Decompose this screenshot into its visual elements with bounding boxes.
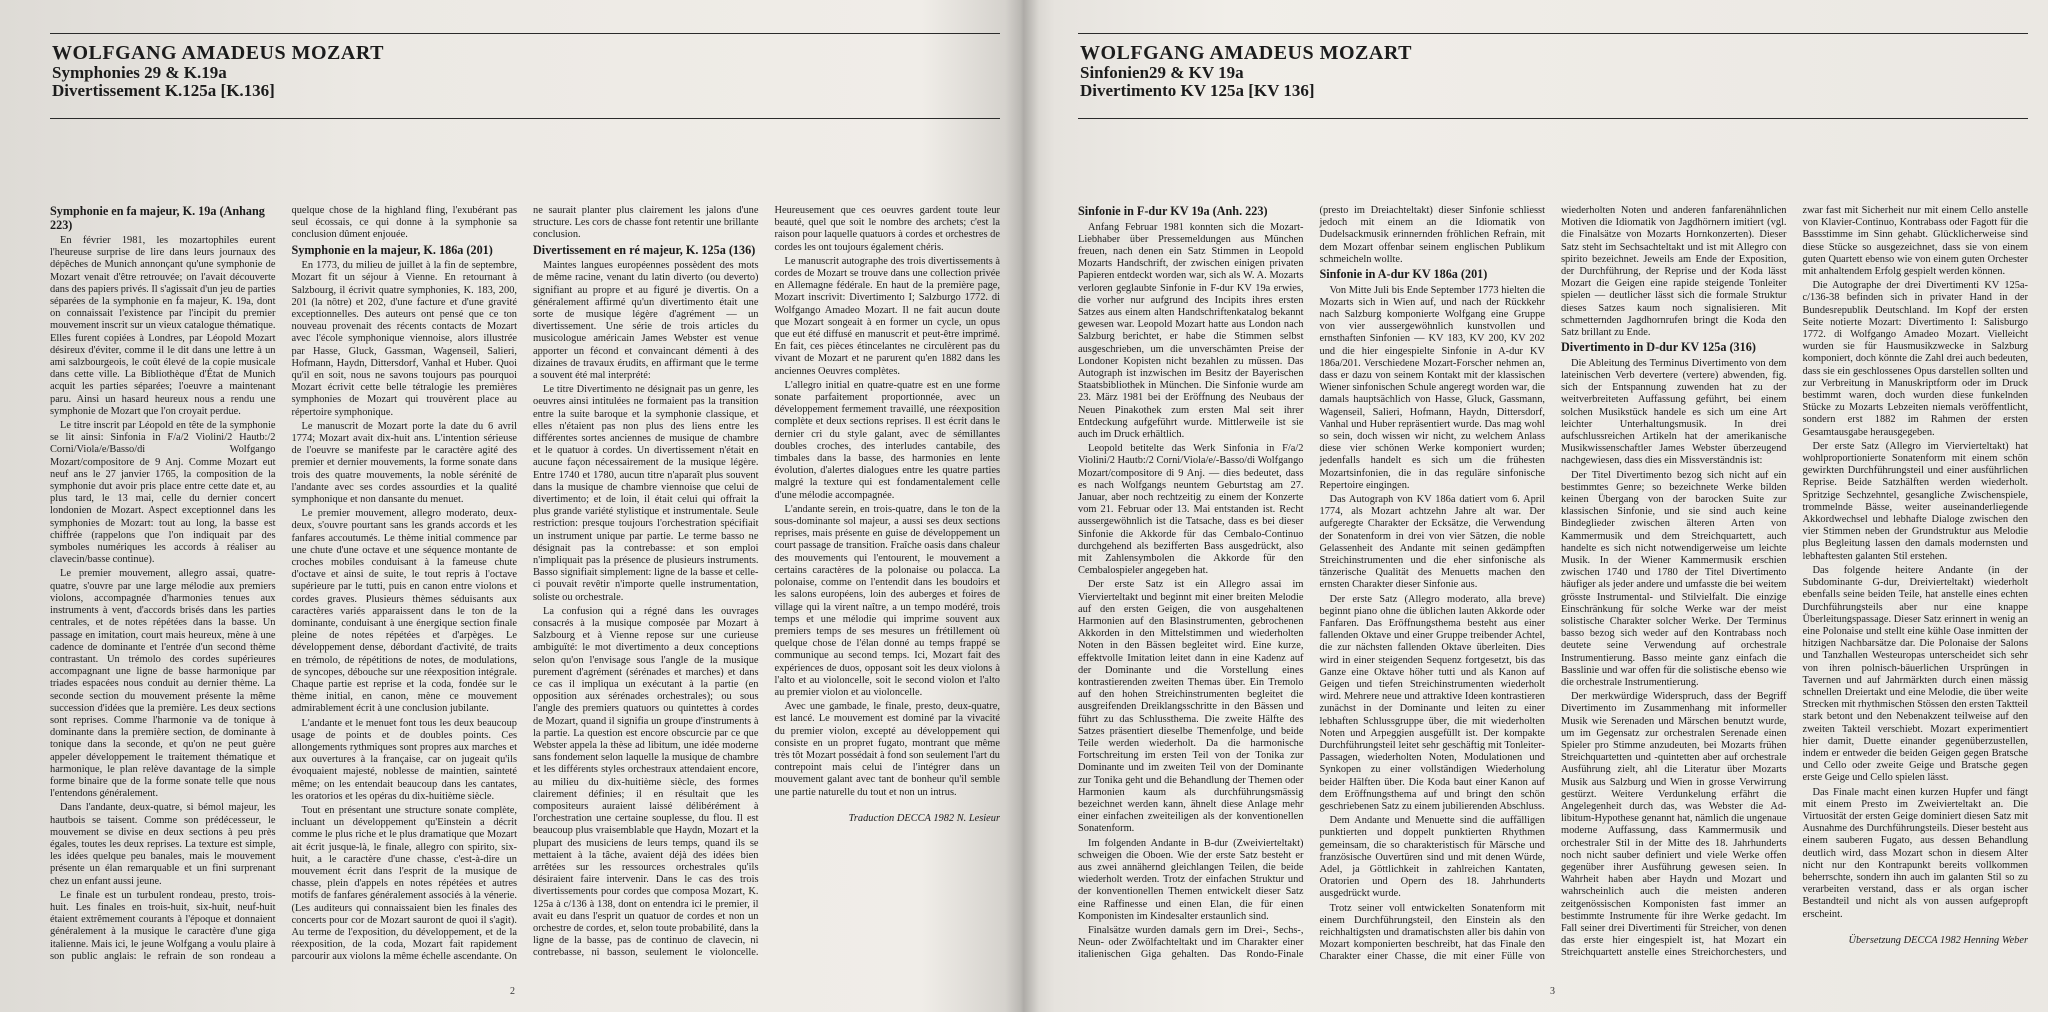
title-line-1: Sinfonien29 & KV 19a (1080, 63, 1244, 82)
left-page (40, 0, 1000, 1012)
section-heading: Symphonie en la majeur, K. 186a (201) (291, 242, 493, 257)
body-paragraph: Le premier mouvement, allegro moderato, deux-deux, s'ouvre pourtant sans les grands accords et les fanfares accoutumés. Le thème initial commence par une chute d'une octave et une séquence montante de croches mobiles conduisant à la fameuse chute d'octave et ainsi de suite, le tout repris à l'octave supérieure par le tutti, puis en canon entre violons et cordes graves. Plusieurs thèmes séduisants aux caractères variés apparaissent dans le ton de la dominante, conduisant à une énergique section finale pleine de notes répétées et d'arpèges. Le développement dense, débordant d'activité, de traits en trémolo, de répétitions de notes, de modulations, de syncopes, débouche sur une réexposition intégrale. Chaque partie est reprise et la coda, fondée sur le thème initial, en canon, mène ce mouvement admirablement écrit à une conclusion jubilante. (291, 508, 517, 715)
body-paragraph: Der merkwürdige Widerspruch, dass der Begriff Divertimento im Zusammenhang mit informeller Musik wie Serenaden und Märschen benutzt wurde, um im Gegensatz zur orchestralen Serenade einen Spieler pro Stimme anzudeuten, bei Mozarts frühen Streichquartetten und -quintetten aber auf orchestrale Ausführung zielt, ahl die Literatur über Mozarts Musik aus Salzburg und Wien in grosse Verwirrung gestürzt. Weitere Verdunkelung erfährt die Angelegenheit durch das, was Webster die Ad-libitum-Hypothese genannt hat, nämlich die ungenaue moderne Auffassung, dass Kammermusik und orchestraler Stil in der Mitte des 18. Jahrhunderts noch nicht sauber definiert und viele Werke offen gegenüber ihrer Ausführung gewesen seien. In Wahrheit haben aber Haydn und Mozart und wahrscheinlich auch die meisten anderen zeitgenössischen Komponisten fast immer an bestimmte Instrumente für ihre Werke gedacht. Im Fall seiner drei Divertimenti für Streicher, von denen das erste hier eingespielt ist, hat Mozart ein Streichquartett anstelle eines Streichorchesters, und zwar fast mit Sicherheit nur mit einem Cello anstelle von Klavier-Continuo, Kontrabass oder Fagott für die Bassstimme im Sinn gehabt. Glücklicherweise sind diese Stücke so ausgezeichnet, dass sie von einem guten Quartett ebenso wie von einem guten Orchester mit anhaltendem Erfolg gespielt werden können. (1561, 205, 2028, 959)
translation-credit: Traduction DECCA 1982 N. Lesieur (848, 812, 1000, 824)
body-paragraph: Le finale est un turbulent rondeau, presto, trois-huit. Les finales en trois-huit, six-huit, neuf-huit étaient extrêmement courants à l'époque et donnaient généralement à la musique le caractère d'une giga italienne. Mais ici, le jeune Wolfgang a voulu plaire à son public anglais: le refrain de son rondeau a quelque chose de la highland fling, l'exubérant pas seul écossais, ce qui donne à la symphonie sa conclusion dûment enjouée. (50, 205, 517, 962)
title-line-1: Symphonies 29 & K.19a (52, 63, 227, 82)
page-number: 3 (1550, 986, 1555, 997)
section-heading: Sinfonie in A-dur KV 186a (201) (1319, 267, 1488, 282)
body-paragraph: Le premier mouvement, allegro assai, quatre-quatre, s'ouvre par une large mélodie aux premiers violons, accompagnée d'harmonies tenues aux instruments à vent, d'accords brisés dans les parties centrales, et de notes répétées dans la basse. Un passage en imitation, court mais heureux, mène à une cadence de dominante et l'entrée d'un second thème contrastant. Un trémolo des cordes supérieures accompagnant une ligne de basse harmonique par triades espacées nous conduit au dernier thème. La seconde section du mouvement présente la même succession d'idées que la première. Les deux sections sont reprises. Comme l'harmonie va de tonique à dominante dans la première section, de dominante à tonique dans la seconde, et qu'on ne peut guère appeler développement le traitement thématique et harmonique, le plan relève davantage de la simple forme binaire que de la forme sonate telle que nous l'entendons généralement. (50, 568, 276, 800)
body-paragraph: Finalsätze wurden damals gern im Drei-, Sechs-, Neun- oder Zwölfachteltakt und im Charakter einer italienischen Giga gehalten. Das Rondo-Finale (presto im Dreiachteltakt) dieser Sinfonie schliesst jedoch mit einem an die Idiomatik von Dudelsackmusik erinnernden fröhlichen Refrain, mit dem Mozart offenbar seinem englischen Publikum schmeicheln wollte. (1078, 205, 1545, 961)
body-paragraph: Der Titel Divertimento bezog sich nicht auf ein bestimmtes Genre; so bezeichnete Werke bilden keinen Übergang von der barocken Suite zur klassischen Sinfonie, und sie sind auch keine Bindeglieder zwischen älteren Arten von Kammermusik und dem Streichquartett, auch handelte es sich nicht notwendigerweise um leichte Musik. In der Wiener Kammermusik erschien zwischen 1740 und 1780 der Titel Divertimento häufiger als jeder andere und umfasste die bei weitem grösste Instrumental- und Stilvielfalt. Die einzige Einschränkung für solche Werke war der meist solistische Charakter solcher Werke. Der Terminus basso bezog sich weder auf den Kontrabass noch deutete seine Verwendung auf orchestrale Instrumentierung. Basso meinte ganz einfach die Basslinie und war offen für die solistische ebenso wie die orchestrale Instrumentierung. (1561, 469, 1787, 689)
body-paragraph: Das folgende heitere Andante (in der Subdominante G-dur, Dreivierteltakt) wiederholt ebenfalls seine beiden Teile, hat anstelle eines echten Durchführungsteils aber nur eine knappe Überleitungspassage. Dieser Satz erinnert in wenig an eine Polonaise und stellt eine kühle Oase inmitten der hitzigen Nachbarsätze dar. Die Polonaise der Salons und Tanzhallen Westeuropas unterscheidet sich sehr von ihren polnisch-bäuerlichen Ursprüngen in Tavernen und auf Jahrmärkten durch einen mässig schnellen Dreiertakt und eine Melodie, die über weite Strecken mit rhythmischen Stössen den ersten Taktteil stark betont und den Nebenakzent teilweise auf den zweiten Takteil verschiebt. Mozart experimentiert hier damit, Duette einander gegenüberzustellen, indem er entweder die beiden Geigen gegen Bratsche und Cello oder zweite Geige und Bratsche gegen erste Geige und Cello spielen lässt. (1802, 564, 2028, 784)
body-paragraph: Dem Andante und Menuette sind die auffälligen punktierten und doppelt punktierten Rhythmen gemeinsam, die so charakteristisch für Märsche und französische Ouvertüren sind und mit denen Würde, Adel, ja Göttlichkeit in zahlreichen Kantaten, Oratorien und Opern des 18. Jahrhunderts ausgedrückt wurde. (1319, 815, 1545, 900)
header-rule-top (1078, 33, 2028, 34)
body-paragraph: Das Autograph von KV 186a datiert vom 6. April 1774, als Mozart achtzehn Jahre alt war. Der aufgeregte Charakter der Ecksätze, die Verwendung der Sonatenform in drei von vier Sätzen, die noble Gelassenheit des Andante mit seinen gedämpften Streichinstrumenten und die eher sinfonische als tänzerische Qualität des Menuetts machen den ernsten Charakter dieser Sinfonie aus. (1319, 493, 1545, 591)
body-paragraph: En février 1981, les mozartophiles eurent l'heureuse surprise de lire dans leurs journaux des dépêches de Munich annonçant qu'une symphonie de Mozart venait d'être retrouvée; on l'avait découverte dans des papiers privés. Il s'agissait d'un jeu de parties séparées de la symphonie en fa majeur, K. 19a, dont on connaissait l'existence par l'incipit du premier mouvement inscrit sur un vieux catalogue thématique. Elles furent copiées à Londres, par Léopold Mozart désireux d'éviter, comme il le dit dans une lettre à un ami salzbourgeois, le coût élevé de la copie musicale dans cette ville. La Bibliothèque d'État de Munich acquit les parties séparées; l'oeuvre a maintenant paru. Ainsi un hasard heureux nous a rendu une symphonie de Mozart que l'on croyait perdue. (50, 235, 276, 417)
body-paragraph: Dans l'andante, deux-quatre, si bémol majeur, les hautbois se taisent. Comme son prédécesseur, le mouvement se divise en deux sections à peu près égales, toutes les deux reprises. La texture est simple, les idées quelque peu banales, mais le mouvement présente un élan remarquable et un fini surprenant chez un enfant aussi jeune. (50, 802, 276, 887)
body-paragraph: Von Mitte Juli bis Ende September 1773 hielten die Mozarts sich in Wien auf, und nach der Rückkehr nach Salzburg komponierte Wolfgang eine Gruppe von vier aussergewöhnlich kunstvollen und ernsthaften Sinfonien — KV 183, KV 200, KV 202 und die hier eingespielte Sinfonie in A-dur KV 186a/201. Verschiedene Mozart-Forscher nehmen an, dass er dazu von seinem Kontakt mit der klassischen Wiener sinfonischen Schule angeregt worden war, die damals hauptsächlich von Hasse, Gluck, Gassmann, Wagenseil, Salieri, Hofmann, Haydn, Dittersdorf, Vanhal und Huber repräsentiert wurde. Das mag wohl so sein, doch wissen wir nicht, zu welchem Anlass diese vier schönen Werke komponiert wurden; jedenfalls handelt es sich um die frühesten Mozartsinfonien, die in das reguläre sinfonische Repertoire eingingen. (1319, 284, 1545, 491)
body-paragraph: Der erste Satz (Allegro moderato, alla breve) beginnt piano ohne die üblichen lauten Akkorde oder Fanfaren. Das Eröffnungsthema besteht aus einer fallenden Oktave und einer Gruppe treibender Achtel, die zur nächsten fallenden Oktave überleiten. Dies wird in einer steigenden Sequenz fortgesetzt, bis das Ganze eine Oktave höher tutti und als Kanon auf Geigen und tiefen Streichinstrumenten wiederholt wird. Mehrere neue und attraktive Ideen kontrastieren zunächst in der Dominante und leiten zu einer lebhaften Schlussgruppe über, die mit wiederholten Noten und Arpeggien ausgefüllt ist. Der kompakte Durchführungsteil leitet sehr geschäftig mit Tonleiter-Passagen, wiederholten Noten, Modulationen und Synkopen zu einer vollständigen Wiederholung beider Hälften über. Die Koda baut einer Kanon auf dem Eröffnungsthema auf und bringt den schön geschriebenen Satz zu einem jubilierenden Abschluss. (1319, 593, 1545, 813)
translation-credit: Übersetzung DECCA 1982 Henning Weber (1848, 934, 2028, 946)
right-page (1068, 0, 2028, 1012)
body-paragraph: Die Ableitung des Terminus Divertimento von dem lateinischen Verb devertere (vertere) abwenden, fig. sich der Entspannung zuwenden hat zu der weitverbreiteten Auffassung geführt, bei einem solchen Musikstück handele es sich um eine Art leichter Unterhaltungsmusik. In drei aufschlussreichen Artikeln hat der amerikanische Musikwissenschaftler James Webster überzeugend nachgewiesen, dass dies ein Missverständnis ist: (1561, 357, 1787, 467)
body-paragraph: L'andante et le menuet font tous les deux beaucoup usage de points et de doubles points. Ces allongements rythmiques sont propres aux marches et aux ouvertures à la française, car on jugeait qu'ils évoquaient majesté, noblesse de maintien, sainteté même; on les entendait beaucoup dans les cantates, les oratorios et les opéras du dix-huitième siècle. (291, 717, 517, 802)
body-paragraph: L'andante serein, en trois-quatre, dans le ton de la sous-dominante sol majeur, a aussi ses deux sections reprises, mais présente en guise de développement un court passage de transition. Fraîche oasis dans chaleur des mouvements qui l'entourent, le mouvement a certains caractères de la polonaise ou polacca. La polonaise, comme on l'entendit dans les boudoirs et les salons européens, loin des auberges et foires de village qui la virent naître, a un tempo modéré, trois temps et une mélodie qui imprime souvent aux premiers temps de ses mesures un frétillement où quelque chose de l'élan donné au temps frappé se communique au second temps. Ici, Mozart fait des expériences de duos, opposant soit les deux violons à l'alto et au violoncelle, soit le second violon et l'alto au premier violon et au violoncelle. (774, 503, 1000, 698)
page-gutter (1005, 0, 1039, 1012)
left-header (52, 42, 384, 100)
page-number: 2 (510, 986, 515, 997)
body-paragraph: Avec une gambade, le finale, presto, deux-quatre, est lancé. Le mouvement est dominé par la vivacité du premier violon, excepté au développement qui consiste en un propret fugato, montrant que même très tôt Mozart possédait à fond son seulement l'art du contrepoint mais celui de l'intégrer dans un mouvement galant avec tant de bonheur qu'il semble une partie naturelle du tout et non un intrus. (774, 701, 1000, 798)
right-header (1080, 42, 1412, 100)
body-paragraph: Maintes langues européennes possèdent des mots de même racine, venant du latin diverto (ou deverto) signifiant au propre et au figuré je divertis. On a généralement affirmé qu'un divertimento était une sorte de musique légère d'agrément — un divertissement. Une série de trois articles du musicologue américain James Webster est venue apporter un fécond et convaincant démenti à des dizaines de travaux érudits, en affirmant que le terme a souvent été mal interprété: (533, 260, 759, 381)
header-rule-top (50, 33, 1000, 34)
body-paragraph: Der erste Satz (Allegro im Viervierteltakt) hat wohlproportionierte Sonatenform mit einem schön gewirkten Durchführungsteil und einer ausführlichen Reprise. Beide Satzhälften werden wiederholt. Spritzige Sechzehntel, gesangliche Zwischenspiele, trommelnde Bässe, weiter auseinanderliegende Akkordwechsel und lebhafte Dialoge zwischen den vier Stimmen neben der Grundstruktur aus Melodie plus Begleitung lassen den damals modernsten und lebhaftesten galanten Stil erstehen. (1802, 440, 2028, 562)
body-paragraph: Der erste Satz ist ein Allegro assai im Viervierteltakt und beginnt mit einer breiten Melodie auf den ersten Geigen, die von ausgehaltenen Harmonien auf den Blasinstrumenten, gebrochenen Akkorden in den Mittelstimmen und wiederholten Noten in den Bässen begleitet wird. Eine kurze, effektvolle Imitation leitet dann in eine Kadenz auf der Dominante und die Vorstellung eines kontrastierenden zweiten Themas über. Ein Tremolo auf den hohen Streichinstrumenten begleitet die ausgreifenden Dreiklangsschritte in den Bässen und führt zu das Schlussthema. Die zweite Hälfte des Satzes präsentiert dieselbe Themenfolge, und beide Teile werden wiederholt. Da die harmonische Fortschreitung im ersten Teil von der Tonika zur Dominante und im zweiten Teil von der Dominante zur Tonika geht und die Behandlung der Themen oder Harmonien kaum als durchführungsmässig bezeichnet werden kann, ähnelt diese Anlage mehr einer einfachen zweiteiligen als der konventionellen Sonatenform. (1078, 579, 1304, 835)
section-heading: Divertissement en ré majeur, K. 125a (136) (533, 242, 756, 257)
header-rule-bottom (1078, 118, 2028, 119)
body-paragraph: Im folgenden Andante in B-dur (Zweivierteltakt) schweigen die Oboen. Wie der erste Satz besteht er aus zwei annähernd gleichlangen Teilen, die beide wiederholt werden. Trotz der einfachen Struktur und der konventionellen Themen entwickelt dieser Satz eine Raffinesse und einen Elan, die für einen Komponisten im Kindesalter erstaunlich sind. (1078, 837, 1304, 922)
header-rule-bottom (50, 118, 1000, 119)
left-text-columns (50, 205, 1000, 965)
body-paragraph: Trotz seiner voll entwickelten Sonatenform mit einem Durchführungsteil, den Einstein als den reichhaltigsten und dramatischsten aller bis dahin von Mozart komponierten beschreibt, hat das Finale den Charakter einer Chasse, die mit einer Fülle von wiederholten Noten und anderen fanfarenähnlichen Motiven die Idiomatik von Jagdhörnern imitiert (vgl. die Finalsätze von Mozarts Hornkonzerten). Dieser Satz steht im Sechsachteltakt und ist mit Allegro con spirito bezeichnet. Jeweils am Ende der Exposition, der Durchführung, der Reprise und der Koda lässt Mozart die Geigen eine rapide steigende Tonleiter spielen — deutlicher lässt sich die formale Struktur dieses Satzes kaum noch signalisieren. Mit schmetternden Jagdhornrufen bringt die Koda den Satz brillant zu Ende. (1319, 205, 1787, 963)
body-paragraph: Anfang Februar 1981 konnten sich die Mozart-Liebhaber über Pressemeldungen aus München freuen, nach denen ein Satz Stimmen in Leopold Mozarts Handschrift, der zwischen einigen privaten Papieren entdeckt worden war, sich als W. A. Mozarts verloren geglaubte Sinfonie in F-dur KV 19a erwies, die vorher nur aufgrund des Incipits ihres ersten Satzes aus einem alten Handschriftenkatalog bekannt gewesen war. Leopold Mozart hatte aus London nach Salzburg berichtet, er habe die Stimmen selbst ausgeschrieben, um die unverschämten Preise der Londoner Kopisten nicht bezahlen zu müssen. Das Autograph ist inzwischen im Besitz der Bayerischen Staatsbibliothek in München. Die Sinfonie wurde am 23. März 1981 bei der Eröffnung des Neubaus der Neuen Pinakothek zum ersten Mal seit ihrer Entdeckung aufgeführt wurde. Mittlerweile ist sie auch im Druck erhältlich. (1078, 221, 1304, 440)
body-paragraph: Leopold betitelte das Werk Sinfonia in F/a/2 Violini/2 Hautb:/2 Corni/Viola/e/-Basso/di Wolfgango Mozart/compositore di 9 Anj. — dies bedeutet, dass es nach Wolfgangs neuntem Geburtstag am 27. Januar, aber noch rechtzeitig zu einem der Konzerte vom 21. Februar oder 13. Mai entstanden ist. Recht aussergewöhnlich ist die Tatsache, dass es bei dieser Sinfonie die Akkorde für das Cembalo-Continuo durchgehend als bezifferten Bass ausgedrückt, also mit Zahlensymbolen die Akkorde für den Cembalospieler angegeben hat. (1078, 443, 1304, 577)
body-paragraph: Die Autographe der drei Divertimenti KV 125a-c/136-38 befinden sich in privater Hand in der Bundesrepublik Deutschland. Im Kopf der ersten Seite notierte Mozart: Divertimento I: Salisburgo 1772. di Wolfgango Amadeo Mozart. Vielleicht wurden sie für Hausmusikzwecke in Salzburg komponiert, doch könnte die Zahl drei auch bedeuten, dass sie ein geschlossenes Opus darstellen sollten und zur Verbreitung in Manuskriptform oder im Druck bestimmt waren, doch wurden diese funkelnden Stücke zu Mozarts Lebzeiten niemals veröffentlicht, sondern erst 1882 im Rahmen der ersten Gesamtausgabe herausgegeben. (1802, 280, 2028, 438)
body-paragraph: Das Finale macht einen kurzen Hupfer und fängt mit einem Presto im Zweivierteltakt an. Die Virtuosität der ersten Geige dominiert diesen Satz mit Ausnahme des Durchführungsteils. Dieser besteht aus einem sauberen Fugato, aus dessen Behandlung deutlich wird, dass Mozart schon in diesem Alter nicht nur den Kontrapunkt bereits vollkommen beherrschte, sondern ihn auch im galanten Stil so zu verarbeiten verstand, dass er als organ ischer Bestandteil und nicht als von aussen aufgepropft erscheint. (1802, 786, 2028, 920)
body-paragraph: Tout en présentant une structure sonate complète, incluant un développement qu'Einstein a décrit comme le plus riche et le plus dramatique que Mozart ait écrit jusque-là, le finale, allegro con spirito, six-huit, a le caractère d'une chasse, c'est-à-dire un mouvement écrit dans l'esprit de la musique de chasse, plein d'appels en notes répétées et autres motifs de fanfares généralement associés à la vénerie. (Les auditeurs qui connaissaient bien les finales des concerts pour cor de Mozart sauront de quoi il s'agit). Au terme de l'exposition, du développement, et de la réexposition, de la coda, Mozart fait rapidement parcourir aux violons la même échelle ascendante. On ne saurait planter plus clairement les jalons d'une structure. Les cors de chasse font retentir une brillante conclusion. (291, 205, 759, 963)
body-paragraph: Le manuscrit de Mozart porte la date du 6 avril 1774; Mozart avait dix-huit ans. L'intention sérieuse de l'oeuvre se manifeste par le caractère agité des premier et dernier mouvements, la forme sonate dans trois des quatre mouvements, la noble sérénité de l'andante avec ses cordes assourdies et la qualité symphonique et non dansante du menuet. (291, 420, 517, 505)
section-heading: Symphonie en fa majeur, K. 19a (Anhang 223) (50, 205, 265, 232)
body-paragraph: Le titre Divertimento ne désignait pas un genre, les oeuvres ainsi intitulées ne formaient pas la transition entre la suite baroque et la symphonie classique, et elles n'étaient pas non plus des liens entre les différentes sortes anciennes de musique de chambre et le quatuor à cordes. Un divertissement n'était en aucune façon nécessairement de la musique légère. Entre 1740 et 1780, aucun titre n'aparaît plus souvent dans la musique de chambre viennoise que celui de divertimento; et de loin, il était celui qui offrait la plus grande variété stylistique et instrumentale. Seule restriction: presque toujours l'orchestration spécifiait un instrument unique par partie. Le terme basso ne désignait pas la contrebasse: et son emploi n'impliquait pas la présence de plusieurs instruments. Basso signifiait simplement: ligne de la basse et celle-ci pouvait revêtir n'importe quelle instrumentation, soliste ou orchestrale. (533, 384, 759, 603)
body-paragraph: L'allegro initial en quatre-quatre est en une forme sonate parfaitement proportionnée, avec un développement fermement travaillé, une réexposition complète et deux sections reprises. Il est écrit dans le dernier cri du style galant, avec de sémillantes doubles croches, des interludes cantabile, des timbales dans la basse, des harmonies en lente évolution, d'alertes dialogues entre les quatre parties malgré la texture qui est fondamentalement celle d'une mélodie accompagnée. (774, 379, 1000, 501)
body-paragraph: En 1773, du milieu de juillet à la fin de septembre, Mozart fit un séjour à Vienne. En retournant à Salzbourg, il écrivit quatre symphonies, K. 183, 200, 201 (la nôtre) et 202, d'une facture et d'une gravité exceptionnelles. Des auteurs ont pensé que ce ton nouveau provenait des récents contacts de Mozart avec l'école symphonique viennoise, alors illustrée par Hasse, Gluck, Gassman, Wagenseil, Salieri, Hofmann, Haydn, Dittersdorf, Vanhal et Huber. Quoi qu'il en soit, nous ne savons toujours pas pourquoi Mozart écrivit cette belle tétralogie les premières symphonies de Mozart qui trouvèrent place au répertoire symphonique. (291, 260, 517, 418)
body-paragraph: Le manuscrit autographe des trois divertissements à cordes de Mozart se trouve dans une collection privée en Allemagne fédérale. En haut de la première page, Mozart inscrivit: Divertimento I; Salzburgo 1772. di Wolfgango Amadeo Mozart. Il ne fait aucun doute que Mozart songeait à en former un cycle, un opus que eut été diffusé en manuscrit et peut-être imprimé. En fait, ces pièces étincelantes ne circulèrent pas du vivant de Mozart et ne parurent qu'en 1882 dans les anciennes Oeuvres complètes. (774, 255, 1000, 377)
section-heading: Sinfonie in F-dur KV 19a (Anh. 223) (1078, 205, 1268, 218)
title-line-2: Divertimento KV 125a [KV 136] (1080, 81, 1315, 100)
title-line-2: Divertissement K.125a [K.136] (52, 81, 275, 100)
body-paragraph: La confusion qui a régné dans les ouvrages consacrés à la musique composée par Mozart à Salzbourg et à Vienne repose sur une curieuse ambiguïté: le mot divertimento a deux conceptions selon qu'on l'envisage sous l'angle de la musique purement d'agrément (sérénades et marches) et dans ce cas il impliqua un exécutant à la partie (en opposition aux sérénades orchestrales); ou sous l'angle des premiers quatuors ou quintettes à cordes de Mozart, quand il signifia un groupe d'instruments à la partie. La question est encore obscurcie par ce que Webster appela la thèse ad libitum, une idée moderne sans fondement selon laquelle la musique de chambre et les différents styles orchestraux attendaient encore, au milieu du dix-huitième siècle, des formes clairement définies; il en résultait que les compositeurs auraient laissé délibérément à l'orchestration une certaine souplesse, du flou. Il est beaucoup plus vraisemblable que Haydn, Mozart et la plupart des musiciens de leurs temps, quand ils se mettaient à la tâche, avaient déjà des idées bien arrêtées sur les ressources orchestrales qu'ils désiraient faire intervenir. Dans le cas des trois divertissements pour cordes que composa Mozart, K. 125a à c/136 à 138, dont on entendra ici le premier, il avait eu dans l'esprit un quatuor de cordes et non un orchestre de cordes, et, selon toute probabilité, dans la ligne de la basse, pas de continuo de clavecin, ni contrebasse, ni basson, seulement le violoncelle. Heureusement que ces oeuvres gardent toute leur beauté, quel que soit le nombre des archets; c'est la raison pour laquelle quatuors à cordes et orchestres de cordes les ont toujours également chéris. (533, 205, 1000, 959)
composer-name: WOLFGANG AMADEUS MOZART (52, 42, 384, 64)
right-text-columns (1078, 205, 2028, 965)
body-paragraph: Le titre inscrit par Léopold en tête de la symphonie se lit ainsi: Sinfonia in F/a/2 Violini/2 Hautb:/2 Corni/Viola/e/Basso/di Wolfgango Mozart/compositore de 9 Anj. Comme Mozart eut neuf ans le 27 janvier 1765, la composition de la symphonie dut avoir pris place entre cette date et, au plus tard, le 13 mai, celle du dernier concert londonien de Mozart. Aspect exceptionnel dans les symphonies de Mozart: tout au long, la basse est chiffrée (rappelons que l'on indiquait par des symboles numériques les accords à réaliser au clavecin/basse continue). (50, 420, 276, 566)
section-heading: Divertimento in D-dur KV 125a (316) (1561, 340, 1756, 355)
composer-name: WOLFGANG AMADEUS MOZART (1080, 42, 1412, 64)
